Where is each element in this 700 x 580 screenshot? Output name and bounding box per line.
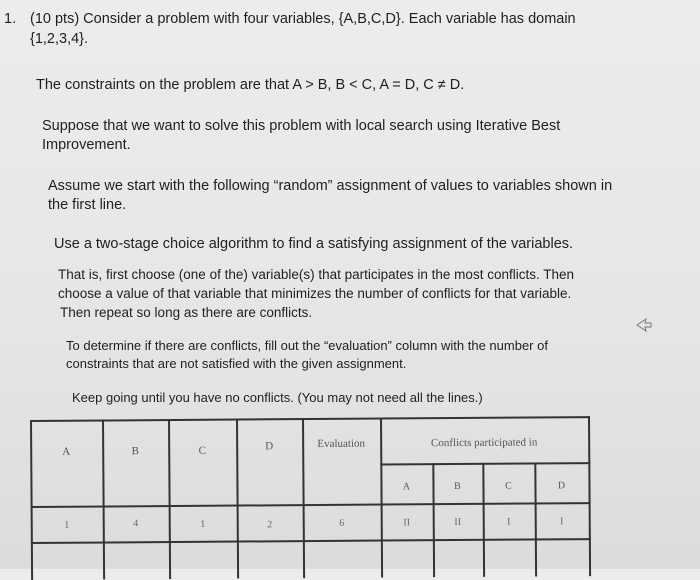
question-text-line1: (10 pts) Consider a problem with four variables, {A,B,C,D}. Each variable has domain xyxy=(30,11,576,27)
subheader-c: C xyxy=(505,480,512,492)
subheader-b: B xyxy=(454,480,461,493)
assume-paragraph-line1: Assume we start with the following “random” assignment of values to variables shown in xyxy=(48,178,613,194)
cursor-arrow-icon xyxy=(636,318,652,332)
row1-evaluation: 6 xyxy=(339,517,345,529)
determine-paragraph-line2: constraints that are not satisfied with the given assignment. xyxy=(66,356,407,371)
question-text-line2: {1,2,3,4}. xyxy=(30,31,89,47)
row1-conflict-a: II xyxy=(403,517,411,529)
suppose-paragraph-line1: Suppose that we want to solve this problem with local search using Iterative Best xyxy=(42,118,561,134)
subheader-a: A xyxy=(402,481,411,493)
row1-c: 1 xyxy=(200,518,206,530)
that-paragraph-line1: That is, first choose (one of the) variable(s) that participates in the most conflicts. Then xyxy=(58,267,574,282)
header-a: A xyxy=(62,445,71,458)
assume-paragraph-line2: the first line. xyxy=(48,197,127,213)
header-conflicts: Conflicts participated in xyxy=(430,436,538,450)
header-b: B xyxy=(131,445,139,458)
subheader-d: D xyxy=(557,480,566,492)
determine-paragraph-line1: To determine if there are conflicts, fill out the “evaluation” column with the number of xyxy=(66,338,548,353)
that-paragraph-line3: Then repeat so long as there are conflicts. xyxy=(60,305,313,320)
question-number: 1. xyxy=(4,11,17,27)
row1-conflict-b: II xyxy=(454,516,462,529)
keep-paragraph: Keep going until you have no conflicts. (You may not need all the lines.) xyxy=(72,390,483,405)
suppose-paragraph-line2: Improvement. xyxy=(42,137,131,153)
row1-d: 2 xyxy=(267,519,273,531)
header-c: C xyxy=(198,444,206,457)
header-d: D xyxy=(265,440,274,453)
assignment-table xyxy=(30,416,591,580)
row1-conflict-d: I xyxy=(560,516,564,528)
row1-b: 4 xyxy=(133,518,139,530)
header-evaluation: Evaluation xyxy=(317,437,366,450)
use-paragraph: Use a two-stage choice algorithm to find a satisfying assignment of the variables. xyxy=(54,236,574,252)
row1-conflict-c: I xyxy=(507,516,511,528)
that-paragraph-line2: choose a value of that variable that minimizes the number of conflicts for that variable. xyxy=(58,286,572,301)
constraints-paragraph: The constraints on the problem are that A > B, B < C, A = D, C ≠ D. xyxy=(36,77,465,93)
row1-a: 1 xyxy=(64,519,70,531)
